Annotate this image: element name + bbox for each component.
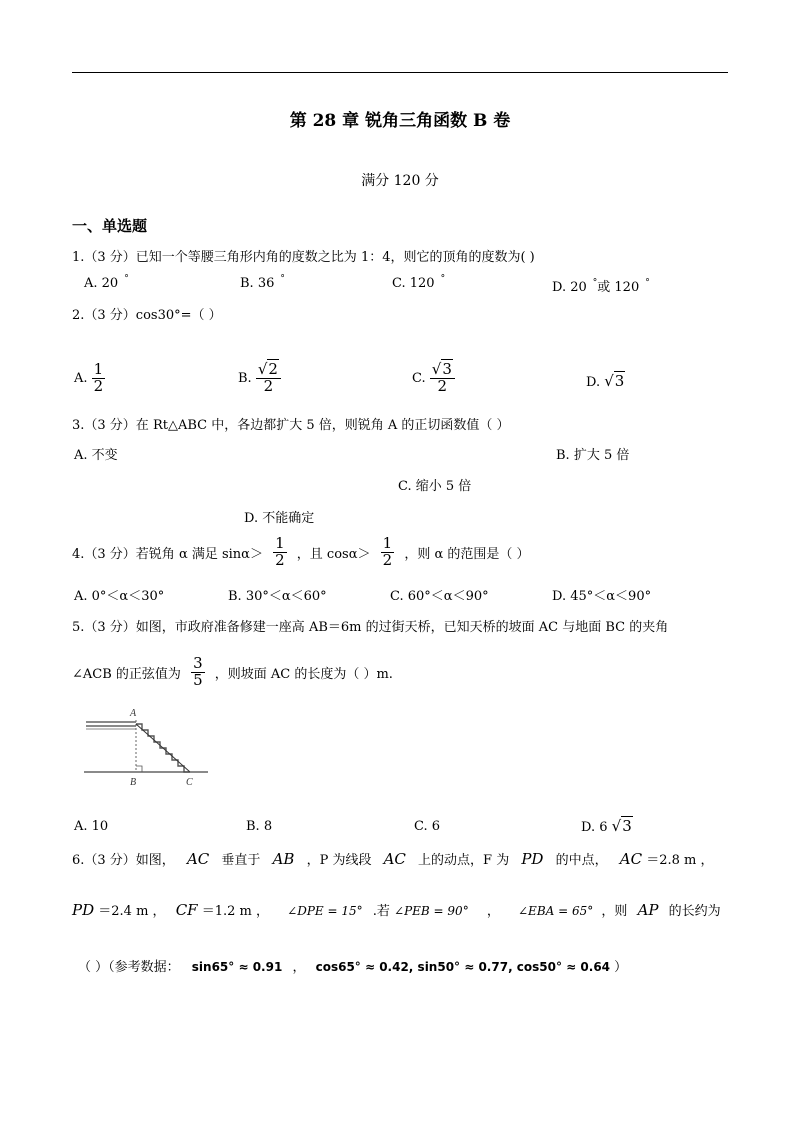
q1-option-a-text: A. 20 (84, 276, 119, 291)
radicand: 3 (622, 817, 632, 835)
q6-text: ＝2.8 m ， (646, 853, 714, 868)
radicand: 2 (268, 360, 278, 378)
q6-reference-data: sin65° ≈ 0.91 (191, 960, 283, 974)
fraction (430, 362, 455, 395)
page-title: 第 28 章 锐角三角函数 B 卷 (289, 111, 511, 131)
q6-text: （ ）（参考数据： (78, 960, 180, 975)
q5-option-b[interactable]: B. 8 (246, 819, 273, 834)
header-rule (72, 72, 728, 73)
q2-option-a-label: A. (74, 370, 88, 386)
q1-option-d-text: D. 20 (552, 280, 587, 295)
q2-option-c[interactable] (412, 362, 455, 395)
q5-option-c[interactable]: C. 6 (414, 819, 441, 834)
fraction (273, 536, 287, 569)
q3-option-b[interactable]: B. 扩大 5 倍 (556, 448, 630, 463)
q6-var-ap: AP (637, 901, 659, 919)
fraction (92, 362, 106, 395)
q1-option-c[interactable] (392, 276, 445, 291)
q6-var-ab: AB (272, 850, 295, 868)
q6-var-pd: PD (521, 850, 544, 868)
q5-stem-line2 (72, 656, 393, 689)
point-a-label: A (130, 708, 137, 719)
numerator: 1 (275, 534, 285, 552)
q4-option-a[interactable]: A. 0°＜α＜30° (74, 589, 165, 604)
q6-var-ac: AC (619, 850, 643, 868)
q1-stem: 1.（3 分）已知一个等腰三角形内角的度数之比为 1：4，则它的顶角的度数为( ) (72, 250, 535, 265)
degree-symbol: ° (280, 274, 285, 284)
q3-stem: 3.（3 分）在 Rt△ABC 中，各边都扩大 5 倍，则锐角 A 的正切函数值（ ） (72, 418, 510, 433)
q2-option-b[interactable] (238, 362, 281, 395)
denominator: 2 (382, 550, 393, 569)
q3-option-a[interactable]: A. 不变 (74, 448, 118, 463)
q1-option-b-text: B. 36 (240, 276, 275, 291)
q1-option-c-text: C. 120 (392, 276, 435, 291)
q6-text: ，则 (601, 904, 628, 919)
sqrt-symbol: √ (611, 817, 622, 835)
q6-text: ， (292, 960, 306, 975)
point-b-label: B (130, 777, 137, 788)
degree-symbol: ° (440, 274, 446, 284)
q2-option-b-label: B. (238, 370, 252, 386)
fraction (256, 362, 281, 395)
q6-text: ） (614, 960, 628, 975)
q2-option-d[interactable] (586, 372, 625, 390)
q6-var-ac: AC (186, 850, 210, 868)
q6-var-cf: CF (175, 901, 198, 919)
q5-option-d[interactable] (581, 817, 633, 835)
q6-text: 垂直于 (221, 853, 261, 868)
right-angle-mark (136, 766, 142, 772)
q4-stem-part3: ，则 α 的范围是（ ） (404, 546, 530, 562)
q2-stem: 2.（3 分）cos30°=（ ） (72, 308, 222, 323)
q3-option-d[interactable]: D. 不能确定 (244, 511, 315, 526)
numerator: 1 (382, 534, 393, 552)
q6-angle-peb: ∠PEB = 90° (394, 904, 469, 918)
q6-reference-data: cos65° ≈ 0.42, sin50° ≈ 0.77, cos50° ≈ 0.64 (315, 960, 611, 974)
q2-option-c-label: C. (412, 370, 426, 386)
q6-stem-line1 (72, 849, 714, 868)
q2-option-a[interactable] (74, 362, 105, 395)
q6-text: 的中点， (555, 853, 608, 868)
q5-stem-part1: ∠ACB 的正弦值为 (72, 666, 181, 682)
sqrt-symbol: √ (604, 372, 614, 390)
q4-stem-part1: 4.（3 分）若锐角 α 满足 sinα＞ (72, 546, 263, 562)
slope-ac-line (136, 724, 190, 772)
q1-option-a[interactable] (84, 276, 129, 291)
q4-option-b[interactable]: B. 30°＜α＜60° (228, 589, 327, 604)
q5-option-a[interactable]: A. 10 (74, 819, 109, 834)
q6-text: ， (486, 904, 500, 919)
denominator: 2 (437, 376, 448, 395)
fraction (381, 536, 395, 569)
q6-angle-eba: ∠EBA = 65° (518, 904, 594, 918)
q1-option-b[interactable] (240, 276, 285, 291)
q5-stem-line1: 5.（3 分）如图，市政府准备修建一座高 AB＝6m 的过街天桥，已知天桥的坡面 AC 与地面 BC 的夹角 (72, 620, 669, 635)
q6-text: ，P 为线段 (306, 853, 372, 868)
q4-option-d[interactable]: D. 45°＜α＜90° (552, 589, 652, 604)
q4-option-c[interactable]: C. 60°＜α＜90° (390, 589, 489, 604)
q6-var-pd: PD (72, 901, 95, 919)
q3-option-c[interactable]: C. 缩小 5 倍 (398, 479, 472, 494)
degree-symbol: ° (645, 278, 650, 288)
q6-text: ＝2.4 m ， (98, 904, 166, 919)
degree-symbol: ° (124, 274, 129, 284)
point-c-label: C (186, 777, 193, 788)
bridge-slope-figure (84, 706, 210, 790)
q6-text: 上的动点，F 为 (418, 853, 510, 868)
q6-stem-line2 (72, 900, 721, 919)
q6-text: .若 (372, 904, 390, 919)
numerator: 1 (93, 360, 104, 378)
q6-text: ＝1.2 m ， (201, 904, 269, 919)
denominator: 2 (263, 376, 274, 395)
q6-angle-dpe: ∠DPE = 15° (287, 904, 363, 918)
degree-symbol: ° (592, 278, 598, 288)
total-score: 满分 120 分 (361, 173, 439, 189)
q4-stem (72, 536, 530, 569)
radicand: 3 (614, 372, 625, 390)
q4-stem-part2: ，且 cosα＞ (296, 546, 371, 562)
q5-stem-part2: ，则坡面 AC 的长度为（ ）m. (214, 666, 393, 682)
sqrt-symbol: √ (431, 360, 442, 378)
q6-text: 的长约为 (668, 904, 721, 919)
numerator: 3 (193, 654, 203, 672)
radicand: 3 (442, 360, 452, 378)
q6-var-ac: AC (383, 850, 406, 868)
q2-option-d-label: D. (586, 375, 601, 390)
sqrt-symbol: √ (257, 360, 268, 378)
q1-option-d-text2: 或 120 (597, 280, 640, 295)
q6-stem-line3 (78, 956, 627, 975)
section-heading: 一、单选题 (72, 217, 148, 235)
q1-option-d[interactable] (552, 276, 650, 295)
denominator: 2 (275, 550, 285, 569)
denominator: 5 (193, 670, 203, 689)
q5-option-d-text: D. 6 (581, 820, 608, 835)
denominator: 2 (93, 376, 104, 395)
q6-text: 6.（3 分）如图， (72, 853, 175, 868)
fraction (191, 656, 205, 689)
